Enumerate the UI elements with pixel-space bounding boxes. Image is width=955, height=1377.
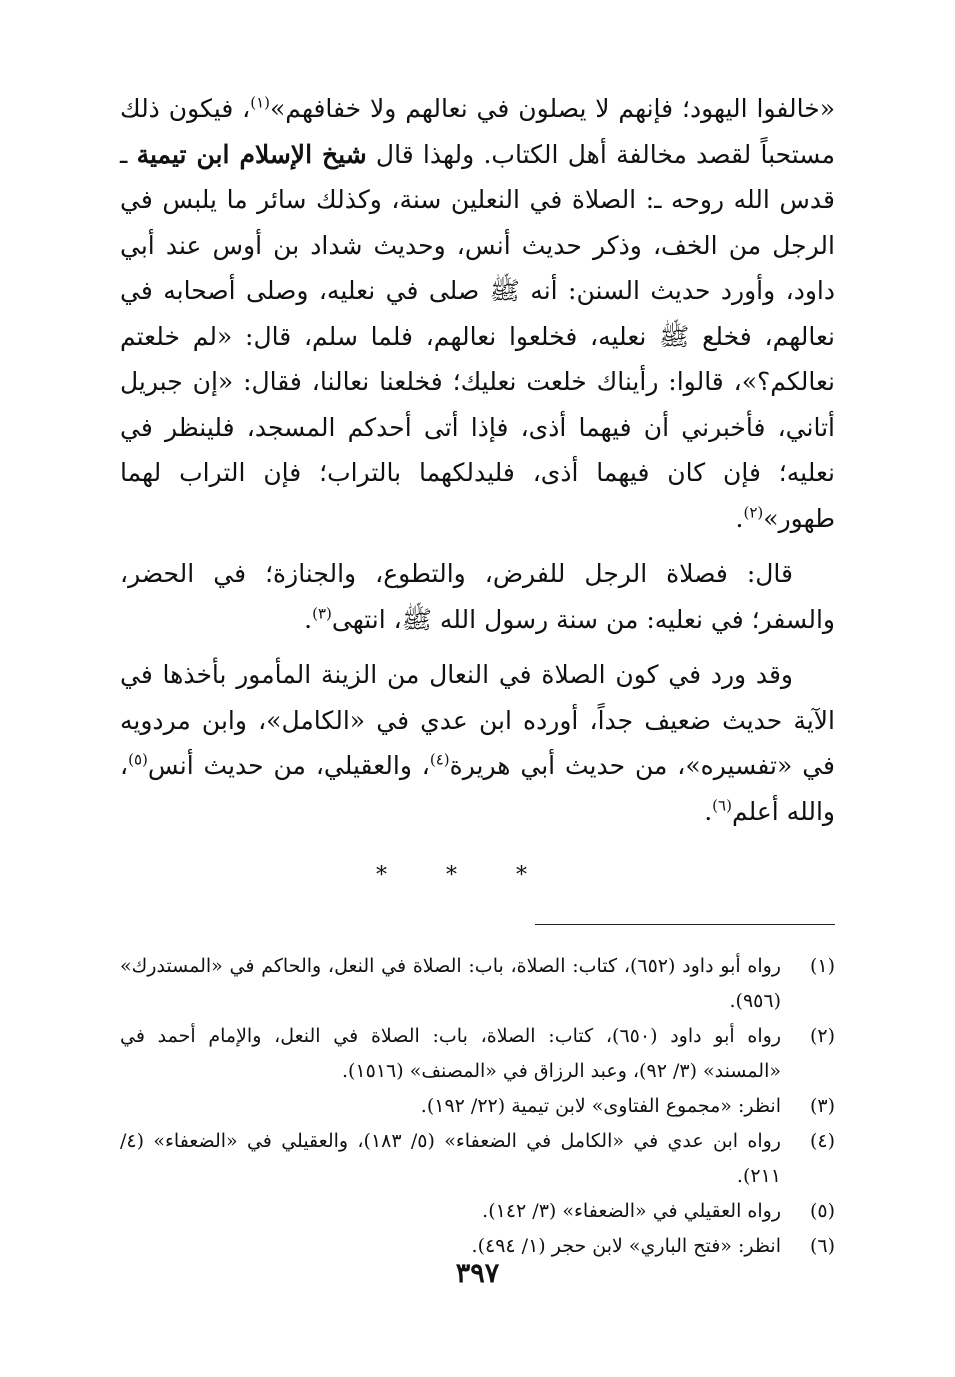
paragraph-text: ، فيكون ذلك مستحباً لقصد مخالفة أهل الكتاب. ولهذا قال	[120, 94, 836, 169]
footnote-reference: (٢)	[743, 503, 764, 522]
footnote-item	[120, 1089, 835, 1124]
footnote-reference: (٦)	[712, 796, 732, 815]
paragraph-text: ، والعقيلي، من حديث أنس	[147, 751, 430, 780]
footnote-item	[120, 1124, 835, 1194]
footnotes	[120, 949, 835, 1264]
footnote-text: رواه أبو داود (٦٥٠)، كتاب: الصلاة، باب: الصلاة في النعل، والإمام أحمد في «المسند» (٣/ ٩٢)، وعبد الرزاق في «المصنف» (١٥١٦).	[120, 1025, 781, 1082]
paragraph-end: .	[735, 503, 744, 533]
footnote-text: رواه أبو داود (٦٥٢)، كتاب: الصلاة، باب: الصلاة في النعل، والحاكم في «المستدرك» (٩٥٦).	[120, 955, 781, 1012]
paragraph-text: وقد ورد في كون الصلاة في النعال من الزينة المأمور بأخذها في الآية حديث ضعيف جداً، أورده ابن عدي في «الكامل»، وابن مردويه في «تفسيره»، من حديث أبي هريرة	[120, 660, 835, 780]
page-number: ٣٩٧	[455, 1258, 500, 1289]
footnote-text: رواه العقيلي في «الضعفاء» (٣/ ١٤٢).	[482, 1200, 781, 1222]
footnote-number: (١)	[809, 955, 835, 977]
footnote-number: (٦)	[809, 1235, 835, 1257]
footnote-item	[120, 1194, 835, 1229]
emphasized-name: شيخ الإسلام ابن تيمية	[136, 139, 367, 169]
main-text	[120, 86, 835, 834]
footnote-text: انظر: «مجموع الفتاوى» لابن تيمية (٢٢/ ١٩٢).	[420, 1095, 781, 1117]
footnote-number: (٢)	[809, 1025, 835, 1047]
paragraph-text: ـ قدس الله روحه ـ: الصلاة في النعلين سنة، وكذلك سائر ما يلبس في الرجل من الخف، وذكر حديث أنس، وحديث شداد بن أوس عند أبي داود، وأورد حديث السنن: أنه ﷺ صلى في نعليه، وصلى أصحابه في نعالهم، فخلع ﷺ نعليه، فخلعوا نعالهم، فلما سلم، قال: «لم خلعتم نعالكم؟»، قالوا: رأيناك خلعت نعليك؛ فخلعنا نعالنا، فقال: «إن جبريل أتاني، فأخبرني أن فيهما أذى، فإذا أتى أحدكم المسجد، فلينظر في نعليه؛ فإن كان فيهما أذى، فليدلكهما بالتراب؛ فإن التراب لهما طهور»	[120, 139, 835, 533]
page-content	[120, 86, 835, 1264]
paragraph-end: .	[304, 604, 313, 634]
paragraph-2	[120, 551, 835, 642]
footnote-number: (٥)	[809, 1200, 835, 1222]
footnote-item	[120, 1019, 835, 1089]
footnote-number: (٣)	[809, 1095, 835, 1117]
footnote-divider	[535, 924, 835, 925]
footnote-number: (٤)	[809, 1130, 835, 1152]
paragraph-text: ، والله أعلم	[120, 751, 835, 826]
paragraph-1	[120, 86, 835, 541]
footnote-text: انظر: «فتح الباري» لابن حجر (١/ ٤٩٤).	[471, 1235, 781, 1257]
section-separator: * * *	[376, 863, 553, 888]
footnote-reference: (٥)	[128, 750, 148, 769]
footnote-text: رواه ابن عدي في «الكامل في الضعفاء» (٥/ ١٨٣)، والعقيلي في «الضعفاء» (٤/ ٢١١).	[120, 1130, 781, 1187]
paragraph-text: قال: فصلاة الرجل للفرض، والتطوع، والجنازة؛ في الحضر، والسفر؛ في نعليه: من سنة رسول الله ﷺ، انتهى	[120, 559, 835, 634]
footnote-reference: (٤)	[429, 750, 450, 769]
paragraph-end: .	[704, 796, 713, 826]
paragraph-text: «خالفوا اليهود؛ فإنهم لا يصلون في نعالهم ولا خفافهم»	[270, 94, 835, 123]
footnote-item	[120, 949, 835, 1019]
footnote-reference: (١)	[250, 93, 271, 112]
footnote-reference: (٣)	[312, 604, 332, 623]
paragraph-3	[120, 652, 835, 834]
